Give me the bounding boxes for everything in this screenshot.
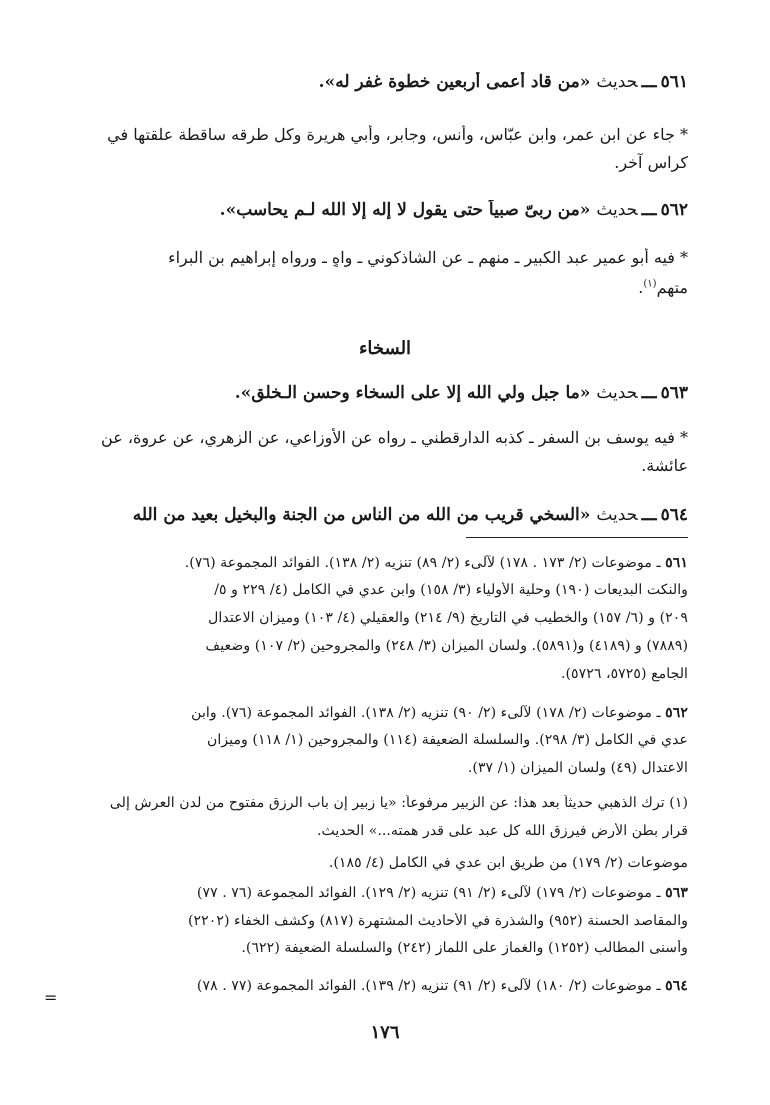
footnote-text: ـ موضوعات (٢/ ١٧٨) لآلىء (٢/ ٩٠) تنزيه (٢/ ١٣٨). الفوائد المجموعة (٧٦). وابن [191,705,661,721]
footnote-number: ٥٦١ [665,555,688,571]
footnote-number: ٥٦٣ [665,885,688,901]
hadith-text: «السخي قريب من الله من الناس من الجنة والبخيل بعيد من الله [132,505,591,525]
footnote-line [70,555,688,571]
footnote-line: قرار بطن الأرض فيرزق الله كل عبد على قدر همته...» الحديث. [316,823,688,839]
hadith-text: «من قاد أعمى أربعين خطوة غفر له». [318,72,591,92]
punctuation: . [638,278,644,297]
footnote-text: ـ موضوعات (٢/ ١٧٩) لآلىء (٢/ ٩١) تنزيه (٢/ ١٢٩). الفوائد المجموعة (٧٦ . ٧٧) [196,885,661,901]
footnote-line: الاعتدال (٤٩) ولسان الميزان (١/ ٣٧). [467,760,688,776]
footnote-number: ٥٦٤ [665,978,688,994]
footnote-line [70,978,688,994]
footnote-text: ـ موضوعات (٢/ ١٧٣ . ١٧٨) لآلىء (٢/ ٨٩) تنزيه (٢/ ١٣٨). الفوائد المجموعة (٧٦). [184,555,661,571]
hadith-lead: حديث [596,200,638,220]
commentary-line: * جاء عن ابن عمر، وابن عبّاس، وأنس، وجابر، وأبي هريرة وكل طرقه ساقطة علقتها في [107,125,688,144]
footnote-line: والنكت البديعات (١٩٠) وحلية الأولياء (٣/ ١٥٨) وابن عدي في الكامل (٤/ ٢٢٩ و ٥/ [214,582,688,598]
hadith-lead: حديث [596,505,638,525]
commentary-line: * فيه يوسف بن السفر ـ كذبه الدارقطني ـ رواه عن الأوزاعي، عن الزهري، عن عروة، عن [101,428,688,447]
footnote-ref: (١) [643,278,657,290]
dash: ـــ [641,505,657,525]
footnote-text: ـ موضوعات (٢/ ١٨٠) لآلىء (٢/ ٩١) تنزيه (٢/ ١٣٩). الفوائد المجموعة (٧٧ . ٧٨) [196,978,661,994]
hadith-heading-561 [70,72,688,92]
hadith-number: ٥٦٣ [660,383,688,403]
footnote-line [70,705,688,721]
hadith-heading-564 [70,505,688,525]
commentary-text: متهم [656,278,688,297]
commentary-line [70,278,688,297]
page-number: ١٧٦ [370,1022,400,1043]
footnote-line [70,885,688,901]
dash: ـــ [641,200,657,220]
commentary-line: * فيه أبو عمير عبد الكبير ـ منهم ـ عن الشاذكوني ـ واهٍ ـ ورواه إبراهيم بن البراء [168,248,688,267]
footnote-text: ترك الذهبي حديثاً بعد هذا: عن الزبير مرفوعاً: «يا زبير إن باب الرزق مفتوح من لدن العرش إلى [109,795,665,811]
footnote-line: الجامع (٥٧٢٥، ٥٧٢٦). [560,666,688,682]
hadith-heading-562 [70,200,688,220]
continuation-mark: = [44,988,58,1007]
footnote-separator [466,537,688,538]
hadith-number: ٥٦١ [660,72,688,92]
commentary-line: كراس آخر. [614,153,688,172]
dash: ـــ [641,72,657,92]
hadith-text: «من ربىّ صبياً حتى يقول لا إله إلا الله لـم يحاسب». [219,200,591,220]
dash: ـــ [641,383,657,403]
hadith-heading-563 [70,383,688,403]
section-title: السخاء [358,338,412,359]
footnote-number: (١) [669,795,688,811]
footnote-line: ٢٠٩) و (٦/ ١٥٧) والخطيب في التاريخ (٩/ ٢١٤) والعقيلي (٤/ ١٠٣) وميزان الاعتدال [208,610,688,626]
hadith-text: «ما جبل ولي الله إلا على السخاء وحسن الـخلق». [234,383,591,403]
footnote-number: ٥٦٢ [665,705,688,721]
footnote-line: عدي في الكامل (٣/ ٢٩٨). والسلسلة الضعيفة (١١٤) والمجروحين (١/ ١١٨) وميزان [206,732,688,748]
footnote-line: والمقاصد الحسنة (٩٥٢) والشذرة في الأحاديث المشتهرة (٨١٧) وكشف الخفاء (٢٢٠٢) [187,913,688,929]
hadith-number: ٥٦٢ [660,200,688,220]
hadith-lead: حديث [596,383,638,403]
commentary-line: عائشة. [641,456,688,475]
hadith-number: ٥٦٤ [660,505,688,525]
footnote-line: (٧٨٨٩) و (٤١٨٩) و(٥٨٩١). ولسان الميزان (٣/ ٢٤٨) والمجروحين (٢/ ١٠٧) وضعيف [205,638,688,654]
footnote-line [70,795,688,811]
footnote-line: موضوعات (٢/ ١٧٩) من طريق ابن عدي في الكامل (٤/ ١٨٥). [328,855,688,871]
footnote-line: وأسنى المطالب (١٢٥٢) والغماز على اللماز (٢٤٢) والسلسلة الضعيفة (٦٢٢). [241,940,688,956]
hadith-lead: حديث [596,72,638,92]
